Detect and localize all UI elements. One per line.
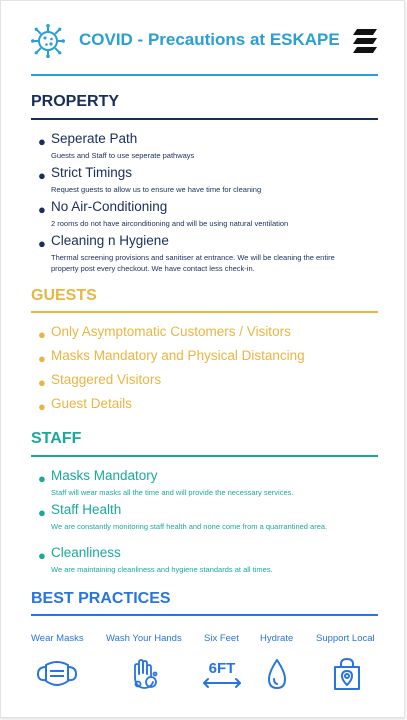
water-drop-icon bbox=[265, 657, 289, 691]
bullet: ● bbox=[38, 168, 46, 183]
property-item bbox=[38, 199, 348, 229]
staff-divider bbox=[31, 455, 378, 457]
property-item-desc: Thermal screening provisions and sanitiser at entrance. We will be cleaning the entire property post every checkout. We have contact less check-in. bbox=[51, 253, 335, 273]
staff-item-head: Masks Mandatory bbox=[51, 468, 158, 483]
staff-item-desc: We are maintaining cleanliness and hygiene standards at all times. bbox=[51, 565, 273, 574]
practice-label-wear-masks: Wear Masks bbox=[31, 633, 84, 644]
property-title: PROPERTY bbox=[31, 93, 120, 110]
bullet: ● bbox=[38, 548, 46, 563]
property-item bbox=[38, 131, 348, 161]
guests-item-text: Masks Mandatory and Physical Distancing bbox=[51, 348, 305, 363]
property-item bbox=[38, 165, 348, 195]
bullet: ● bbox=[38, 134, 46, 149]
guests-title: GUESTS bbox=[31, 287, 97, 304]
hand-wash-icon bbox=[129, 657, 159, 691]
bullet: ● bbox=[38, 202, 46, 217]
bullet: ● bbox=[38, 351, 46, 366]
shopping-bag-location-icon bbox=[331, 657, 363, 691]
property-item-desc: Guests and Staff to use seperate pathways bbox=[51, 151, 195, 160]
practice-label-support-local: Support Local bbox=[316, 633, 375, 644]
guests-item bbox=[38, 372, 348, 388]
property-item-head: No Air-Conditioning bbox=[51, 199, 168, 214]
guests-item bbox=[38, 324, 348, 340]
staff-item-desc: Staff will wear masks all the time and will provide the necessary services. bbox=[51, 488, 294, 497]
virus-icon bbox=[31, 24, 65, 58]
property-item-head: Strict Timings bbox=[51, 165, 133, 180]
svg-text:6FT: 6FT bbox=[208, 660, 236, 677]
staff-item-head: Cleanliness bbox=[51, 545, 121, 560]
guests-item bbox=[38, 396, 348, 412]
property-divider bbox=[31, 118, 378, 120]
bullet: ● bbox=[38, 399, 46, 414]
practice-label-six-feet: Six Feet bbox=[204, 633, 239, 644]
bullet: ● bbox=[38, 327, 46, 342]
best-practices-divider bbox=[31, 614, 378, 616]
best-practices-title: BEST PRACTICES bbox=[31, 590, 171, 607]
staff-item bbox=[38, 468, 348, 498]
bullet: ● bbox=[38, 375, 46, 390]
bullet: ● bbox=[38, 505, 46, 520]
staff-item-desc: We are constantly monitoring staff health and none come from a quarrantined area. bbox=[51, 522, 328, 531]
property-item-desc: Request guests to allow us to ensure we have time for cleaning bbox=[51, 185, 262, 194]
staff-item-head: Staff Health bbox=[51, 502, 122, 517]
page-title: COVID - Precautions at ESKAPE bbox=[79, 30, 340, 49]
staff-item bbox=[38, 502, 348, 532]
property-item-desc: 2 rooms do not have airconditioning and will be using natural ventilation bbox=[51, 219, 289, 228]
staff-title: STAFF bbox=[31, 430, 82, 447]
property-item bbox=[38, 233, 348, 274]
face-mask-icon bbox=[36, 657, 78, 691]
guests-item-text: Only Asymptomatic Customers / Visitors bbox=[51, 324, 291, 339]
guests-divider bbox=[31, 311, 378, 313]
staff-item bbox=[38, 545, 348, 575]
practice-label-wash-hands: Wash Your Hands bbox=[106, 633, 182, 644]
practice-label-hydrate: Hydrate bbox=[260, 633, 294, 644]
bullet: ● bbox=[38, 471, 46, 486]
eskape-logo-icon bbox=[351, 27, 379, 55]
six-feet-distance-icon bbox=[200, 657, 244, 691]
guests-item-text: Guest Details bbox=[51, 396, 133, 411]
property-item-head: Seperate Path bbox=[51, 131, 138, 146]
header bbox=[31, 23, 379, 59]
bullet: ● bbox=[38, 236, 46, 251]
header-divider bbox=[31, 74, 378, 76]
property-item-head: Cleaning n Hygiene bbox=[51, 233, 169, 248]
guests-item bbox=[38, 348, 348, 364]
guests-item-text: Staggered Visitors bbox=[51, 372, 162, 387]
